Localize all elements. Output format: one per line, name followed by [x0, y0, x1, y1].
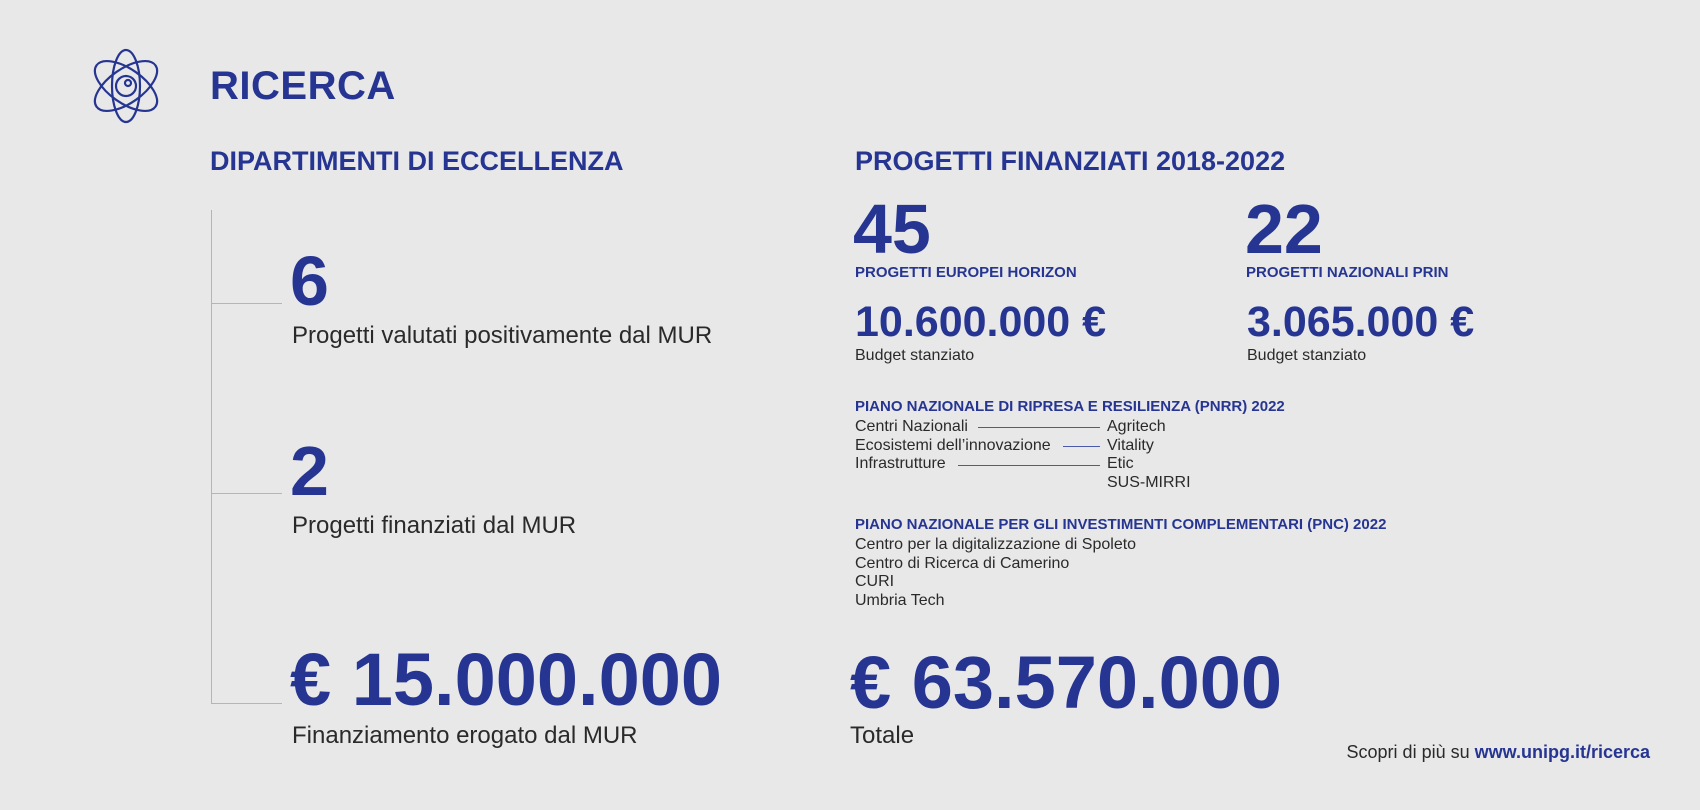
atom-icon: [86, 46, 166, 126]
footer: [1347, 742, 1650, 763]
pnrr-project: Etic: [1107, 455, 1134, 472]
timeline-tick: [211, 303, 282, 304]
total-label: Totale: [850, 722, 915, 749]
stat-label-funded: Progetti finanziati dal MUR: [292, 512, 577, 539]
footer-link[interactable]: www.unipg.it/ricerca: [1474, 742, 1650, 762]
prin-label: PROGETTI NAZIONALI PRIN: [1246, 264, 1449, 281]
connector-line: [958, 465, 1100, 466]
total-value: € 63.570.000: [850, 641, 1283, 724]
stat-label-financing: Finanziamento erogato dal MUR: [292, 722, 638, 749]
stat-label-evaluated: Progetti valutati positivamente dal MUR: [292, 322, 713, 349]
prin-count: 22: [1245, 190, 1323, 268]
pnrr-project: SUS-MIRRI: [1107, 473, 1191, 491]
pnrr-project: Vitality: [1107, 436, 1154, 454]
pnrr-projects: [1107, 418, 1191, 492]
timeline-line: [211, 210, 212, 703]
left-heading: DIPARTIMENTI DI ECCELLENZA: [210, 146, 624, 176]
pnrr-category: Centri Nazionali: [855, 418, 968, 435]
stat-value-financing: € 15.000.000: [290, 638, 723, 721]
connector-line: [978, 427, 1100, 428]
pnrr-category: Infrastrutture: [855, 455, 946, 472]
pnc-items: [855, 536, 1136, 610]
pnrr-project: Agritech: [1107, 418, 1166, 435]
prin-budget-label: Budget stanziato: [1247, 347, 1367, 364]
horizon-budget-label: Budget stanziato: [855, 347, 975, 364]
pnc-item: Centro di Ricerca di Camerino: [855, 554, 1070, 572]
stat-value-funded: 2: [290, 432, 329, 510]
horizon-budget: 10.600.000 €: [855, 298, 1107, 346]
pnrr-category: Ecosistemi dell’innovazione: [855, 436, 1051, 454]
pnc-heading: PIANO NAZIONALE PER GLI INVESTIMENTI COMPLEMENTARI (PNC) 2022: [855, 516, 1387, 533]
connector-line: [1063, 446, 1100, 447]
pnrr-heading: PIANO NAZIONALE DI RIPRESA E RESILIENZA (PNRR) 2022: [855, 398, 1285, 415]
right-heading: PROGETTI FINANZIATI 2018-2022: [855, 146, 1286, 176]
horizon-count: 45: [853, 190, 931, 268]
stat-value-evaluated: 6: [290, 242, 329, 320]
timeline-tick: [211, 493, 282, 494]
pnc-item: Umbria Tech: [855, 591, 945, 609]
pnc-item: CURI: [855, 573, 895, 590]
horizon-label: PROGETTI EUROPEI HORIZON: [855, 264, 1077, 281]
prin-budget: 3.065.000 €: [1247, 298, 1475, 346]
timeline-tick: [211, 703, 282, 704]
footer-text: Scopri di più su: [1346, 742, 1470, 762]
pnc-item: Centro per la digitalizzazione di Spoleto: [855, 536, 1137, 553]
page-title: RICERCA: [210, 64, 396, 108]
